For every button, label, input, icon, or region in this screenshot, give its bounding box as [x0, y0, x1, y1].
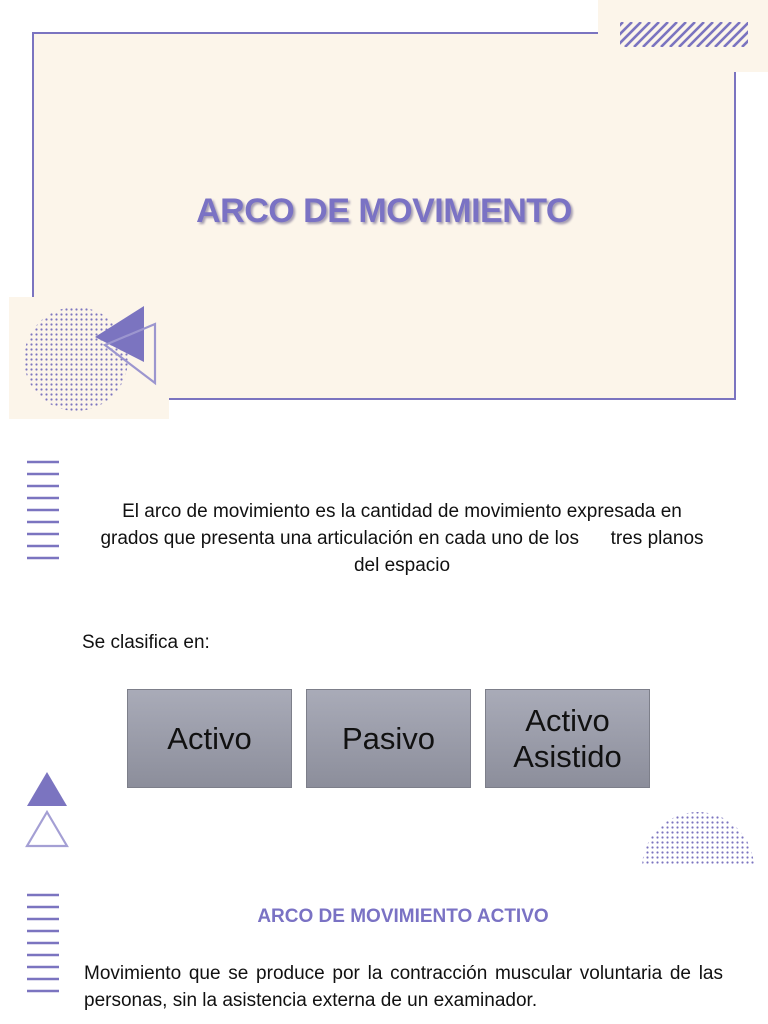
intro-paragraph: El arco de movimiento es la cantidad de movimiento expresada en grados que presenta una articulación en cada uno de los tres planos del espacio: [100, 501, 709, 576]
category-label: Activo Asistido: [513, 702, 622, 774]
dotted-semicircle-icon: [640, 810, 756, 875]
outline-triangle-icon: [27, 812, 67, 846]
triangles-decoration: [25, 770, 71, 855]
category-label: Activo: [167, 720, 252, 756]
page-title: ARCO DE MOVIMIENTO: [196, 192, 572, 230]
dotted-circle-icon: [24, 307, 128, 411]
category-box-activo: [127, 689, 292, 788]
horizontal-lines-icon: [27, 893, 59, 998]
category-box-activo-asistido: [485, 689, 650, 788]
section-paragraph: Movimiento que se produce por la contracción muscular voluntaria de las personas, sin la asistencia externa de un examinador.: [84, 963, 723, 1011]
category-label: Pasivo: [341, 720, 436, 756]
diagonal-stripes-icon: [598, 0, 768, 72]
filled-triangle-icon: [27, 772, 67, 806]
section-heading: ARCO DE MOVIMIENTO ACTIVO: [257, 906, 549, 927]
shapes-decoration: [9, 297, 169, 419]
classification-label: Se clasifica en:: [82, 632, 210, 653]
horizontal-lines-icon: [27, 460, 59, 565]
category-box-pasivo: [306, 689, 471, 788]
stripe-decoration: [598, 0, 768, 72]
